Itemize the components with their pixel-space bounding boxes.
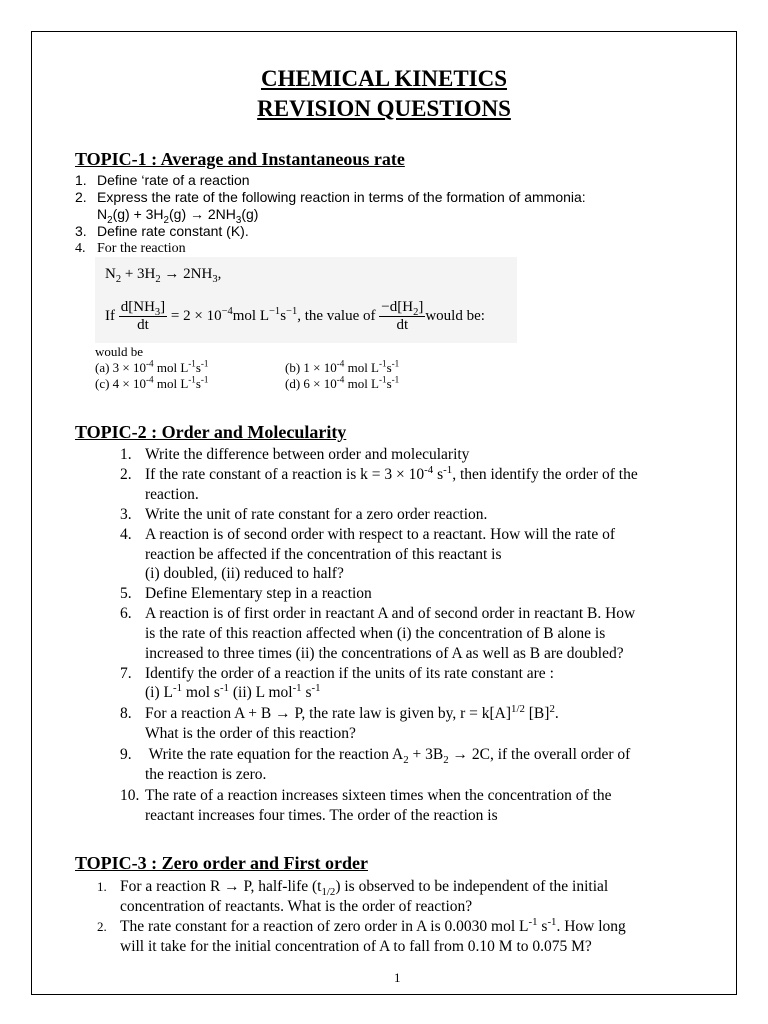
topic3-heading: TOPIC-3 : Zero order and First order (75, 853, 368, 873)
topic2-q1: 1. Write the difference between order and molecularity (120, 446, 470, 463)
topic3-q1: 1. For a reaction R → P, half-life $(t_{1/2})$ is observed to be independent of the initial (97, 878, 609, 899)
topic1-q1: 1. Define ‘rate of a reaction (75, 172, 250, 188)
equation-image (95, 257, 517, 343)
topic2-q10: 10. The rate of a reaction increases sixteen times when the concentration of the (120, 787, 612, 804)
document-title: CHEMICAL KINETICS (260, 66, 508, 91)
topic2-q6-line3: increased to three times (ii) the concentrations of A as well as B are doubled? (145, 645, 624, 662)
topic1-heading: TOPIC-1 : Average and Instantaneous rate (75, 149, 405, 169)
topic2-q2: 2. If the rate constant of a reaction is $k = 3 \times 10^{-4}$ $s^{-1}$, then identify the order of the (120, 463, 638, 483)
topic2-q4: 4. A reaction is of second order with respect to a reactant. How will the rate of (120, 526, 615, 543)
topic3-q1-line2: concentration of reactants. What is the order of reaction? (120, 898, 473, 915)
topic2-q3: 3. Write the unit of rate constant for a zero order reaction. (120, 506, 488, 523)
topic3-q2: 2. The rate constant for a reaction of zero order in A is 0.0030 mol $L^{-1}$ $s^{-1}$. How long (97, 915, 626, 935)
would-be-text: would be (95, 344, 144, 359)
topic2-q4-line2: reaction be affected if the concentration of this reactant is (145, 546, 502, 563)
topic2-heading: TOPIC-2 : Order and Molecularity (75, 422, 347, 442)
rate-condition: If $\frac{d[NH_3]}{dt}$ = $2 \times 10^{-4}mol$ $L^{-1}s^{-1}$, the value of $\frac{-d[H_2]}{dt}$ would be: (105, 299, 485, 333)
page-number: 1 (394, 970, 401, 985)
topic1-q2-equation: $N_2(g) + 3H_2(g) \to 2NH_3(g)$ (97, 206, 259, 226)
topic2-q8-line2: What is the order of this reaction? (145, 725, 356, 742)
option-b: (b) $1 \times 10^{-4}$ mol $L^{-1}s^{-1}$ (285, 358, 400, 375)
topic2-q2-cont: reaction. (145, 486, 199, 503)
option-c: (c) $4 \times 10^{-4}$ mol $L^{-1}s^{-1}$ (95, 374, 209, 391)
option-a: (a) $3 \times 10^{-4}$ mol $L^{-1}s^{-1}$ (95, 358, 209, 375)
topic2-q9-line2: the reaction is zero. (145, 766, 267, 783)
reaction-equation: $N_2 + 3H_2 \to 2NH_3$, (105, 266, 222, 285)
topic2-q9: 9. Write the rate equation for the reaction $A_2 + 3B_2 \to 2C$, if the overall order of (120, 746, 631, 767)
topic2-q6: 6. A reaction is of first order in reactant A and of second order in reactant B. How (120, 605, 636, 622)
document-subtitle: REVISION QUESTIONS (257, 96, 511, 121)
topic2-q6-line2: is the rate of this reaction affected when (i) the concentration of B alone is (145, 625, 606, 642)
topic2-q5: 5. Define Elementary step in a reaction (120, 585, 372, 602)
topic1-q2: 2. Express the rate of the following reaction in terms of the formation of ammonia: (75, 189, 586, 205)
topic1-q3: 3. Define rate constant (K). (75, 223, 249, 239)
topic2-q10-line2: reactant increases four times. The order of the reaction is (145, 807, 498, 824)
topic1-q4: 4. For the reaction (75, 241, 186, 256)
topic2-q7-units: (i) $L^{-1}$ mol $s^{-1}$ (ii) L mol$^{-1}$ $s^{-1}$ (145, 681, 321, 701)
topic2-q7: 7. Identify the order of a reaction if the units of its rate constant are : (120, 665, 554, 682)
topic2-q8: 8. For a reaction A + B → P, the rate law is given by, $r = k[A]^{1/2}$ $[B]^2$. (120, 702, 559, 722)
option-d: (d) $6 \times 10^{-4}$ mol $L^{-1}s^{-1}$ (285, 374, 400, 391)
topic2-q4-line3: (i) doubled, (ii) reduced to half? (145, 565, 344, 582)
topic3-q2-line2: will it take for the initial concentration of A to fall from 0.10 M to 0.075 M? (120, 938, 592, 955)
